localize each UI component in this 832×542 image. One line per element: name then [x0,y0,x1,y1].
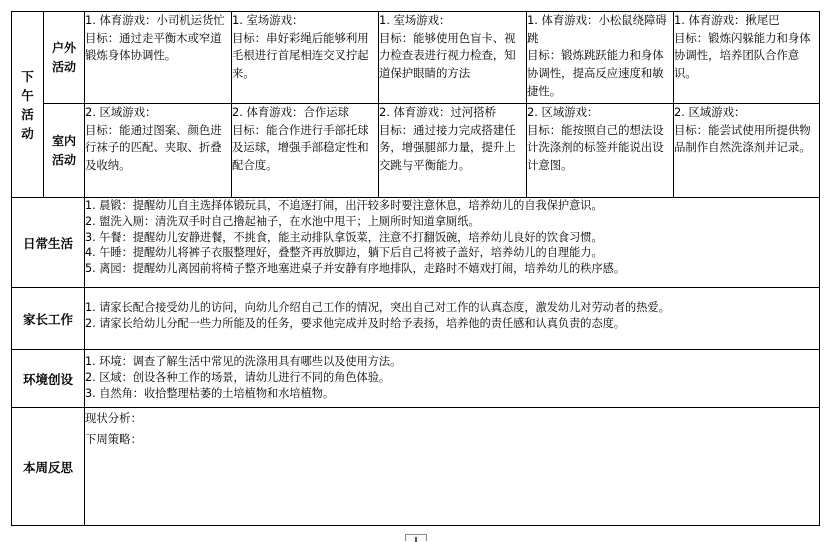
indoor-label: 室内活动 [44,104,85,198]
indoor-day-3: 2. 体育游戏：过河搭桥 目标：通过接力完成搭建任务，增强腿部力量，提升上交跳与平衡能力。 [379,104,527,198]
list-item: 2. 请家长给幼儿分配一些力所能及的任务，要求他完成并及时给予表扬，培养他的责任感和认真负责的态度。 [85,316,626,330]
indoor-day-5: 2. 区域游戏： 目标：能尝试使用所提供物品制作自然洗涤剂并记录。 [674,104,820,198]
scroll-handle[interactable] [405,534,427,541]
list-item: 5. 离园：提醒幼儿离园前将椅子整齐地塞进桌子并安静有序地排队，走路时不嬉戏打闹，培养幼儿的秩序感。 [85,262,626,276]
list-item: 3. 自然角：收拾整理枯萎的土培植物和水培植物。 [85,386,335,400]
indoor-day-4: 2. 区域游戏： 目标：能按照自己的想法设计洗涤剂的标签并能说出设计意图。 [527,104,674,198]
list-item: 1. 环境：调查了解生活中常见的洗涤用具有哪些以及使用方法。 [85,355,402,368]
reflection-row [12,408,820,526]
daily-life-content [85,198,820,288]
afternoon-label: 下午活动 [12,12,44,198]
environment-row [12,350,820,408]
list-item: 1. 请家长配合接受幼儿的访问，向幼儿介绍自己工作的情况，突出自己对工作的认真态度，激发幼儿对劳动者的热爱。 [85,301,670,314]
parents-content [85,288,820,350]
parents-row [12,288,820,350]
outdoor-day-4: 1. 体育游戏：小松鼠绕障碍跳 目标：锻炼跳跃能力和身体协调性，提高反应速度和敏捷性。 [527,12,674,104]
indoor-day-1: 2. 区域游戏： 目标：能通过图案、颜色进行袜子的匹配、夹取、折叠及收纳。 [85,104,232,198]
outdoor-label: 户外活动 [44,12,85,104]
parents-label: 家长工作 [12,288,85,350]
afternoon-indoor-row [12,104,820,198]
list-item: 2. 区域：创设各种工作的场景，请幼儿进行不同的角色体验。 [85,370,391,384]
environment-content [85,350,820,408]
daily-life-row [12,198,820,288]
outdoor-day-5: 1. 体育游戏：揪尾巴 目标：锻炼闪躲能力和身体协调性，培养团队合作意识。 [674,12,820,104]
status-analysis-label: 现状分析： [85,411,142,425]
outdoor-day-1: 1. 体育游戏：小司机运货忙 目标：通过走平衡木或窄道锻炼身体协调性。 [85,12,232,104]
reflection-content [85,408,820,526]
weekly-plan-table [11,11,820,526]
list-item: 1. 晨锻：提醒幼儿自主选择体锻玩具，不追逐打闹，出汗较多时要注意休息，培养幼儿的自我保护意识。 [85,199,603,212]
list-item: 3. 午餐：提醒幼儿安静进餐，不挑食，能主动排队拿饭菜，注意不打翻饭碗，培养幼儿良好的饮食习惯。 [85,230,603,244]
list-item: 2. 盥洗入厕：清洗双手时自己撸起袖子，在水池中甩干；上厕所时知道拿厕纸。 [85,214,480,228]
list-item: 4. 午睡：提醒幼儿将裤子衣服整理好，叠整齐再放脚边，躺下后自己将被子盖好，培养幼儿的自理能力。 [85,246,603,260]
outdoor-day-2: 1. 室场游戏： 目标：串好彩绳后能够利用毛根进行首尾相连交叉拧起来。 [232,12,379,104]
next-week-strategy-label: 下周策略： [85,432,142,446]
indoor-day-2: 2. 体育游戏：合作运球 目标：能合作进行手部托球及运球，增强手部稳定性和配合度。 [232,104,379,198]
outdoor-day-3: 1. 室场游戏： 目标：能够使用色盲卡、视力检查表进行视力检查，知道保护眼睛的方法 [379,12,527,104]
environment-label: 环境创设 [12,350,85,408]
reflection-label: 本周反思 [12,408,85,526]
afternoon-outdoor-row [12,12,820,104]
daily-life-label: 日常生活 [12,198,85,288]
